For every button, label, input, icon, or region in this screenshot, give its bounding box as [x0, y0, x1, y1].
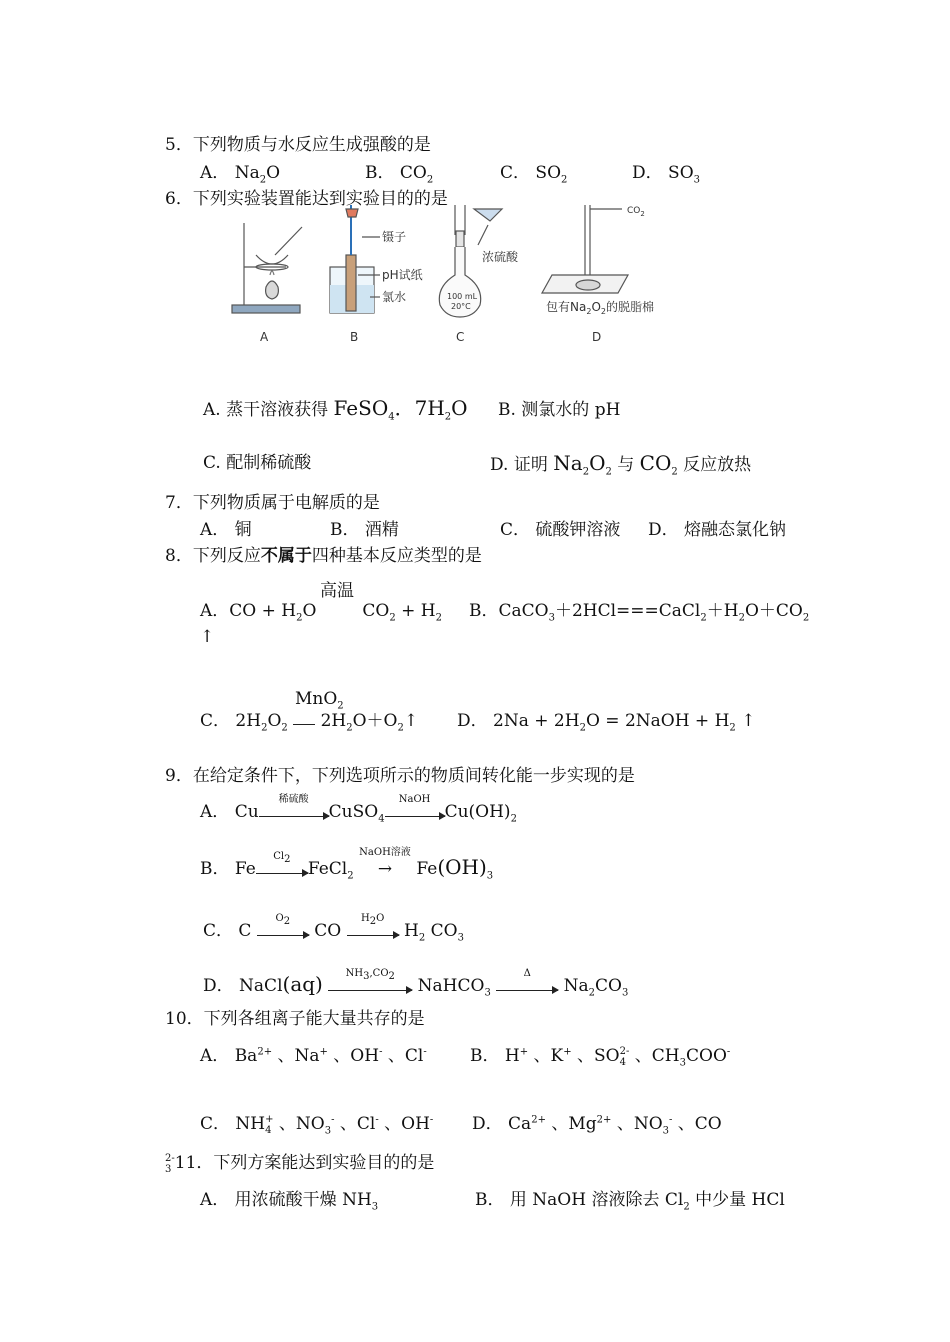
- q10-stem: 10．下列各组离子能大量共存的是: [165, 1009, 425, 1029]
- q7-option-b: B． 酒精: [330, 520, 399, 540]
- q10-option-b: B． H+ 、K+ 、SO 2- 4 、$CH_3COO^-$: [470, 1045, 731, 1069]
- q5-option-c: C． $SO_2$: [500, 163, 568, 186]
- q10-option-a: A． $Ba^{2+}$ 、Na+ 、OH- 、Cl-: [200, 1046, 427, 1066]
- q8-option-a-tail: ↑: [200, 627, 215, 647]
- co2-gas-label: $CO_2$: [627, 206, 645, 218]
- q8-option-a: A．CO + $H_2O$ $CO_2 + H_2$: [200, 601, 443, 624]
- panel-label-c: C: [456, 330, 465, 344]
- q6-option-c: C. 配制稀硫酸: [203, 453, 312, 473]
- flask-temp-label: 20°C: [451, 302, 471, 311]
- q7-option-c: C． 硫酸钾溶液: [500, 520, 621, 540]
- q10-option-d: D． $Ca^{2+}$ 、$Mg^{2+}$ 、$NO_3^-$ 、CO: [472, 1114, 722, 1137]
- q6-apparatus-figure: [230, 205, 670, 345]
- q7-option-a: A． 铜: [200, 520, 252, 540]
- flask-volume-label: 100 mL: [447, 292, 478, 301]
- q8-option-b: B．$CaCO_3+2HCl===CaCl_2+H_2O+CO_2$: [469, 601, 810, 624]
- q9-option-c: C． C $O_2$ CO $H_2O$ $H_2$ $CO_3$: [203, 913, 464, 944]
- q8-stem: 8．下列反应不属于四种基本反应类型的是: [165, 546, 482, 566]
- q9-option-b: B． Fe $Cl_2$ FeCl$_2$ NaOH溶液 → $Fe(OH)_3$: [200, 847, 494, 882]
- q6-option-b: B. 测氯水的 pH: [498, 400, 621, 420]
- q6-stem: 6．下列实验装置能达到实验目的的是: [165, 189, 448, 209]
- q5-option-a: A． $Na_2O$: [200, 163, 281, 186]
- q8-option-d: D． $2Na + 2H_2O$ = 2NaOH + $H_2$ ↑: [457, 711, 756, 734]
- conc-acid-label: 浓硫酸: [482, 250, 519, 264]
- chlorine-water-label: 氯水: [382, 290, 407, 304]
- ph-paper-label: pH试纸: [382, 268, 423, 282]
- ph-test-apparatus: [330, 205, 380, 313]
- q7-stem: 7．下列物质属于电解质的是: [165, 493, 380, 513]
- q10-option-c: C． NH + 4 、$NO_3^-$ 、Cl- 、OH-: [200, 1113, 434, 1137]
- q8-c-condition: MnO$_2$: [295, 689, 344, 712]
- panel-label-a: A: [260, 330, 269, 344]
- cotton-label: 包有$Na_2O_2$的脱脂棉: [546, 300, 654, 316]
- q6-option-d: D. 证明 $Na_2O_2$ 与 $CO_2$ 反应放热: [490, 451, 752, 478]
- q9-option-a: A． Cu 稀硫酸 CuSO$_4$ NaOH $Cu(OH)_2$: [200, 794, 517, 825]
- q8-option-c: C． $2H_2O_2$ $2H_2O+O_2↑$: [200, 711, 419, 734]
- panel-label-d: D: [592, 330, 602, 344]
- q11-option-b: B． 用 NaOH 溶液除去 $Cl_2$ 中少量 HCl: [475, 1190, 785, 1213]
- tweezers-label: 镊子: [382, 230, 407, 244]
- q6-option-a: A. 蒸干溶液获得 FeSO$_4$．$7H_2O$: [203, 396, 468, 423]
- q5-stem: 5．下列物质与水反应生成强酸的是: [165, 135, 431, 155]
- evaporation-apparatus: [232, 223, 302, 313]
- q8-a-condition: 高温: [320, 581, 354, 601]
- panel-label-b: B: [350, 330, 359, 344]
- q11-stem-line: 2- 3 11．下列方案能达到实验目的的是: [165, 1152, 435, 1175]
- q5-option-d: D． $SO_3$: [632, 163, 701, 186]
- q9-option-d: D． NaCl(aq) $NH_3,CO_2$ NaHCO$_3$ Δ $Na_2CO_3$: [203, 968, 629, 999]
- q10-d-charge-wrap: 2- 3: [165, 1152, 175, 1175]
- q7-option-d: D． 熔融态氯化钠: [648, 520, 787, 540]
- q9-stem: 9．在给定条件下，下列选项所示的物质间转化能一步实现的是: [165, 766, 635, 786]
- na2o2-cotton-apparatus: [542, 205, 628, 293]
- q5-option-b: B． $CO_2$: [365, 163, 434, 186]
- q11-option-a: A． 用浓硫酸干燥 $NH_3$: [200, 1190, 379, 1213]
